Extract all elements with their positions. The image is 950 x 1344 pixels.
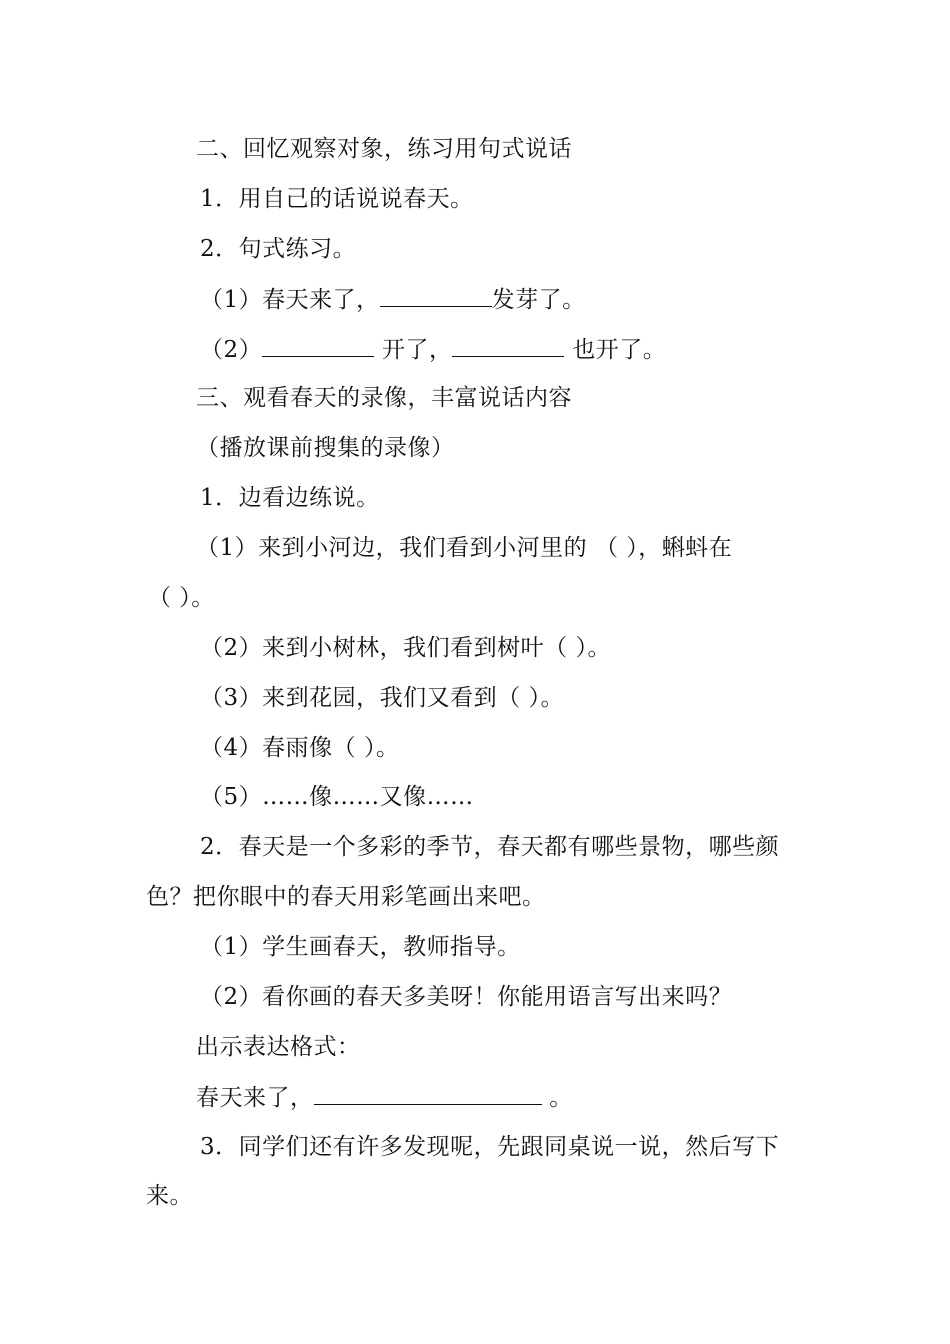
- item-2b-line-1: 2．春天是一个多彩的季节，春天都有哪些景物，哪些颜: [200, 834, 780, 860]
- fill-blank-4: [314, 1082, 542, 1105]
- item-3-line-2: 来。: [146, 1183, 193, 1209]
- section-heading-2: 二、回忆观察对象，练习用句式说话: [196, 136, 572, 162]
- section-heading-3: 三、观看春天的录像，丰富说话内容: [196, 385, 572, 411]
- fill-blank-1: [380, 284, 492, 307]
- watch-sentence-4: （4）春雨像（ ）。: [200, 735, 400, 761]
- item-1-text: 1．用自己的话说说春天。: [200, 186, 474, 212]
- format-sentence-start: 春天来了，: [196, 1085, 314, 1111]
- sentence-pattern-2: [200, 334, 666, 365]
- watch-item-1: 1．边看边练说。: [200, 485, 380, 511]
- draw-step-1: （1）学生画春天，教师指导。: [200, 934, 521, 960]
- fill-blank-2: [262, 334, 374, 357]
- format-label: 出示表达格式：: [196, 1034, 361, 1060]
- sentence-pattern-1-start: （1）春天来了，: [200, 287, 380, 313]
- watch-sentence-5: （5）……像……又像……: [200, 784, 474, 810]
- fill-blank-3: [452, 334, 564, 357]
- format-sentence-end: 。: [541, 1085, 573, 1111]
- watch-sentence-2: （2）来到小树林，我们看到树叶（ ）。: [200, 635, 611, 661]
- watch-sentence-3: （3）来到花园，我们又看到（ ）。: [200, 685, 564, 711]
- watch-sentence-1-line-1: （1）来到小河边，我们看到小河里的 （ ），蝌蚪在: [196, 535, 733, 561]
- sentence-pattern-1-end: 发芽了。: [491, 287, 586, 313]
- sentence-pattern-2-mid: 开了，: [374, 337, 453, 363]
- item-3-line-1: 3．同学们还有许多发现呢，先跟同桌说一说，然后写下: [200, 1134, 780, 1160]
- sentence-pattern-2-start: （2）: [200, 337, 263, 363]
- watch-sentence-1-line-2: （ ）。: [148, 585, 215, 611]
- sentence-pattern-2-end: 也开了。: [564, 337, 667, 363]
- section-3-note: （播放课前搜集的录像）: [196, 435, 455, 461]
- item-2-text: 2．句式练习。: [200, 236, 357, 262]
- draw-step-2: （2）看你画的春天多美呀！你能用语言写出来吗？: [200, 984, 733, 1010]
- item-2b-line-2: 色？把你眼中的春天用彩笔画出来吧。: [146, 884, 546, 910]
- sentence-pattern-1: [200, 284, 586, 315]
- format-sentence: [196, 1082, 573, 1113]
